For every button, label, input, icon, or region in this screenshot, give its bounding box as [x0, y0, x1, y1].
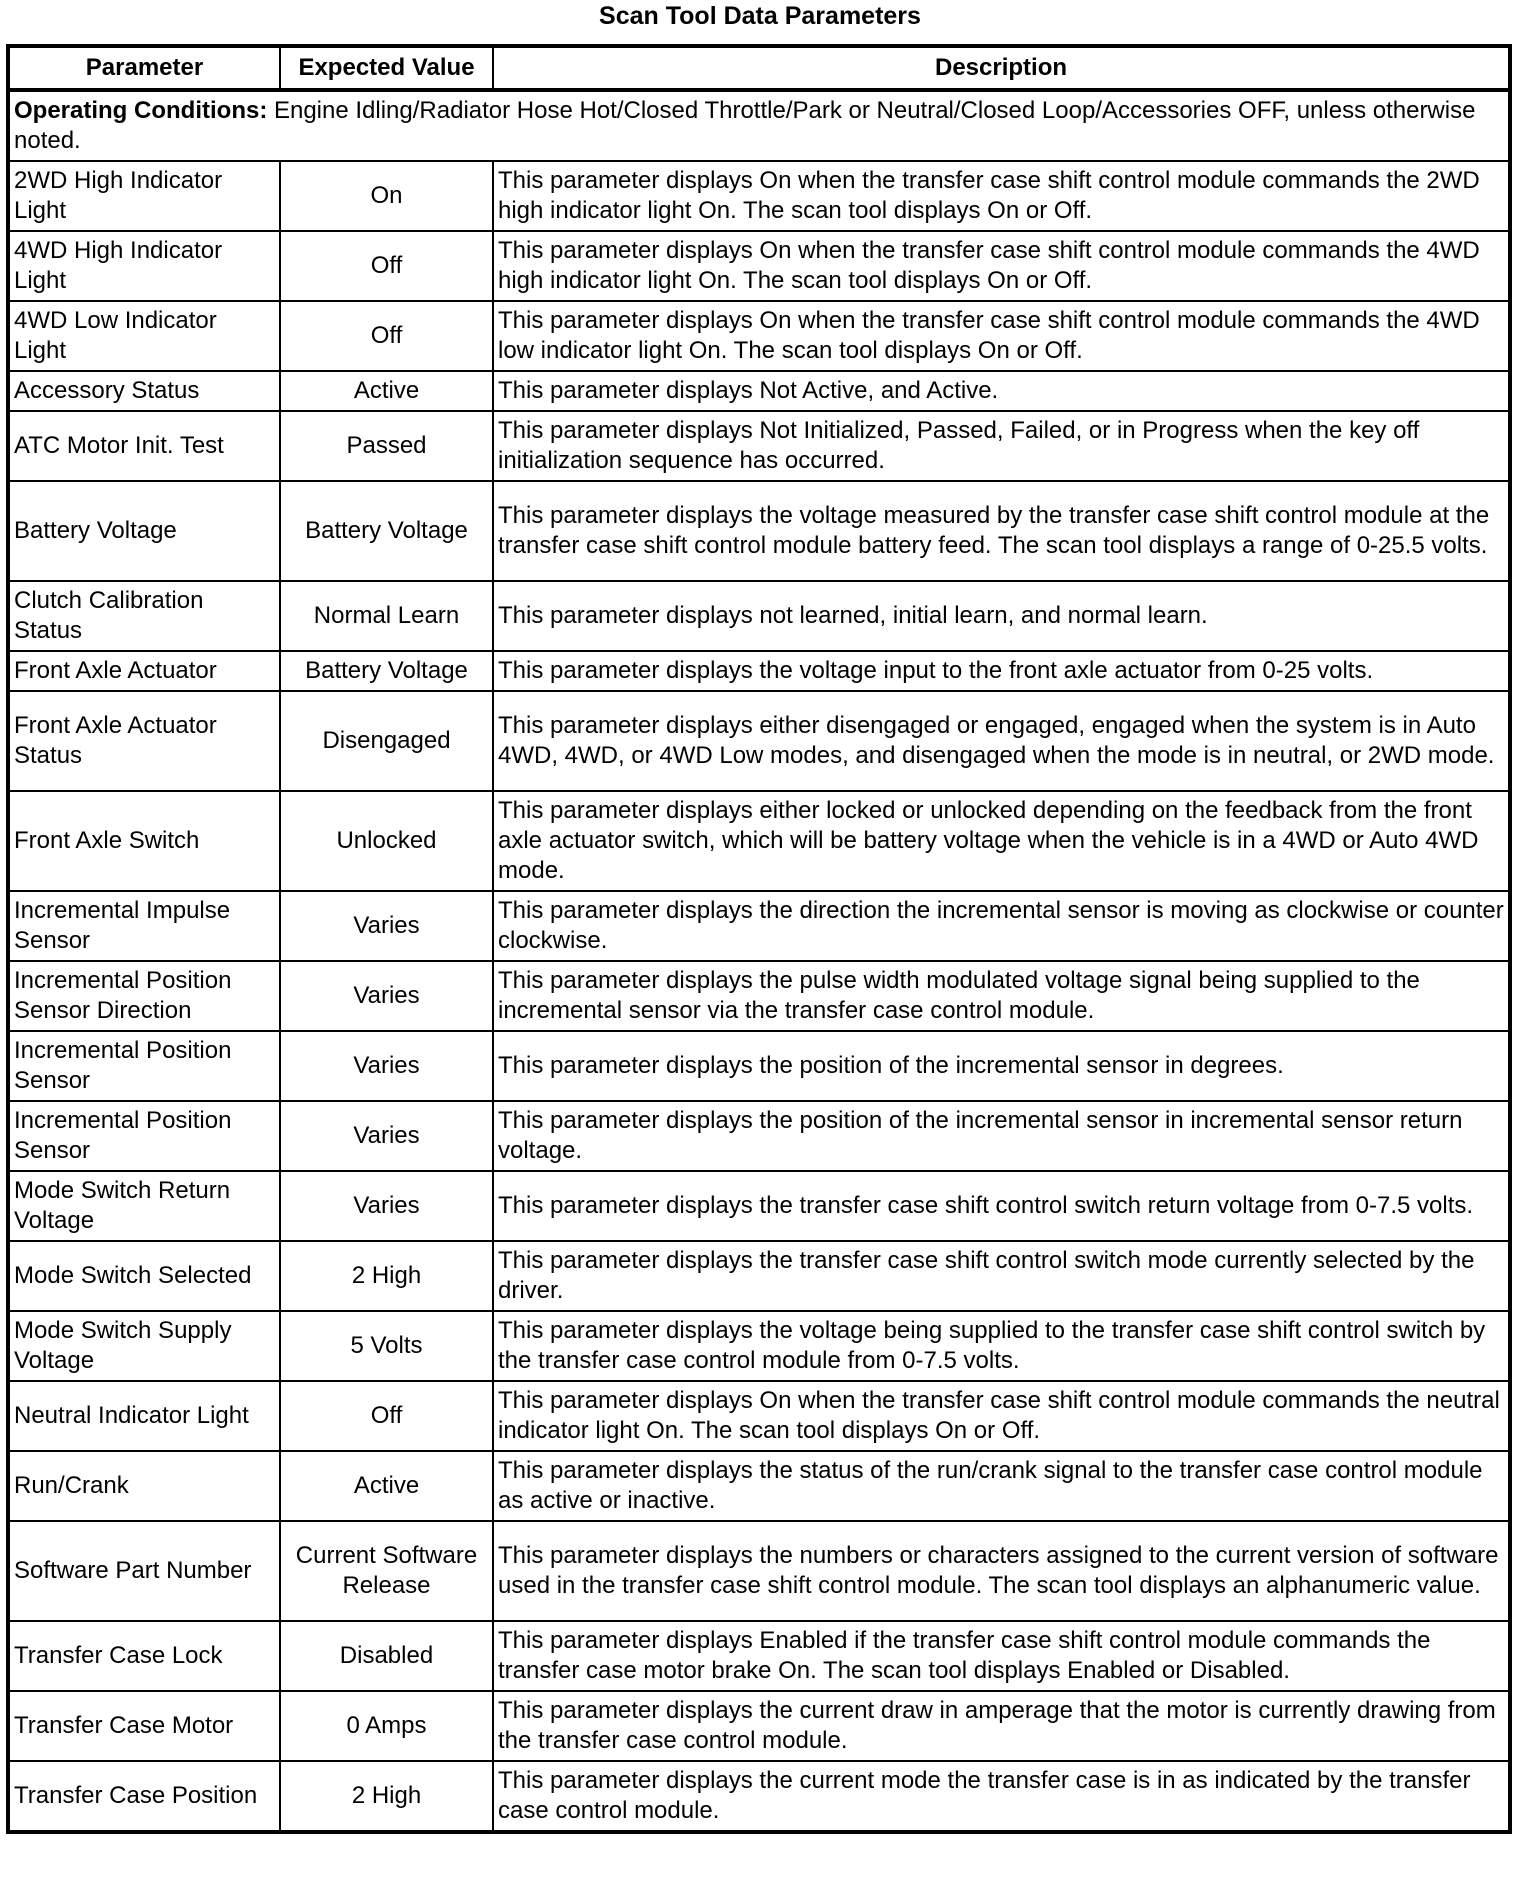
- expected-value-cell: 5 Volts: [280, 1311, 493, 1381]
- description-cell: This parameter displays the voltage input to the front axle actuator from 0-25 volts.: [493, 651, 1510, 691]
- scan-tool-parameters-table: [6, 44, 1512, 1834]
- description-cell: This parameter displays the numbers or characters assigned to the current version of software used in the transfer case shift control module. The scan tool displays an alphanumeric value.: [493, 1521, 1510, 1621]
- table-row: [8, 1691, 1510, 1761]
- parameter-cell: 2WD High Indicator Light: [8, 161, 280, 231]
- parameter-cell: Mode Switch Selected: [8, 1241, 280, 1311]
- table-row: [8, 301, 1510, 371]
- table-row: [8, 651, 1510, 691]
- parameter-cell: Transfer Case Lock: [8, 1621, 280, 1691]
- description-cell: This parameter displays Not Active, and Active.: [493, 371, 1510, 411]
- expected-value-cell: Battery Voltage: [280, 481, 493, 581]
- table-row: [8, 161, 1510, 231]
- description-cell: This parameter displays On when the transfer case shift control module commands the 2WD high indicator light On. The scan tool displays On or Off.: [493, 161, 1510, 231]
- operating-conditions-row: [8, 90, 1510, 161]
- expected-value-cell: Active: [280, 1451, 493, 1521]
- table-row: [8, 1311, 1510, 1381]
- description-cell: This parameter displays the transfer case shift control switch mode currently selected by the driver.: [493, 1241, 1510, 1311]
- description-cell: This parameter displays the transfer case shift control switch return voltage from 0-7.5 volts.: [493, 1171, 1510, 1241]
- table-row: [8, 371, 1510, 411]
- expected-value-cell: Disengaged: [280, 691, 493, 791]
- expected-value-cell: Passed: [280, 411, 493, 481]
- parameter-cell: Incremental Position Sensor: [8, 1101, 280, 1171]
- table-row: [8, 791, 1510, 891]
- expected-value-cell: Varies: [280, 1031, 493, 1101]
- description-cell: This parameter displays Not Initialized, Passed, Failed, or in Progress when the key off initialization sequence has occurred.: [493, 411, 1510, 481]
- expected-value-cell: On: [280, 161, 493, 231]
- expected-value-cell: Varies: [280, 891, 493, 961]
- description-cell: This parameter displays the voltage being supplied to the transfer case shift control switch by the transfer case control module from 0-7.5 volts.: [493, 1311, 1510, 1381]
- table-row: [8, 1381, 1510, 1451]
- operating-conditions-label: Operating Conditions:: [14, 97, 268, 124]
- description-cell: This parameter displays the position of the incremental sensor in incremental sensor return voltage.: [493, 1101, 1510, 1171]
- expected-value-cell: Varies: [280, 1101, 493, 1171]
- description-cell: This parameter displays the current draw in amperage that the motor is currently drawing from the transfer case control module.: [493, 1691, 1510, 1761]
- table-row: [8, 1451, 1510, 1521]
- table-header-row: [8, 46, 1510, 90]
- parameter-cell: Battery Voltage: [8, 481, 280, 581]
- parameter-cell: Incremental Position Sensor Direction: [8, 961, 280, 1031]
- expected-value-cell: Normal Learn: [280, 581, 493, 651]
- expected-value-cell: 2 High: [280, 1761, 493, 1832]
- header-expected-value: Expected Value: [280, 46, 493, 90]
- description-cell: This parameter displays On when the transfer case shift control module commands the 4WD high indicator light On. The scan tool displays On or Off.: [493, 231, 1510, 301]
- parameter-cell: 4WD Low Indicator Light: [8, 301, 280, 371]
- table-row: [8, 1031, 1510, 1101]
- expected-value-cell: Battery Voltage: [280, 651, 493, 691]
- expected-value-cell: 0 Amps: [280, 1691, 493, 1761]
- parameter-cell: Neutral Indicator Light: [8, 1381, 280, 1451]
- expected-value-cell: Disabled: [280, 1621, 493, 1691]
- expected-value-cell: Current Software Release: [280, 1521, 493, 1621]
- parameter-cell: Transfer Case Position: [8, 1761, 280, 1832]
- parameter-cell: Front Axle Actuator: [8, 651, 280, 691]
- description-cell: This parameter displays the current mode the transfer case is in as indicated by the transfer case control module.: [493, 1761, 1510, 1832]
- parameter-cell: Mode Switch Supply Voltage: [8, 1311, 280, 1381]
- description-cell: This parameter displays Enabled if the transfer case shift control module commands the transfer case motor brake On. The scan tool displays Enabled or Disabled.: [493, 1621, 1510, 1691]
- expected-value-cell: 2 High: [280, 1241, 493, 1311]
- parameter-cell: Transfer Case Motor: [8, 1691, 280, 1761]
- description-cell: This parameter displays either locked or unlocked depending on the feedback from the front axle actuator switch, which will be battery voltage when the vehicle is in a 4WD or Auto 4WD mode.: [493, 791, 1510, 891]
- description-cell: This parameter displays the voltage measured by the transfer case shift control module at the transfer case shift control module battery feed. The scan tool displays a range of 0-25.5 volts.: [493, 481, 1510, 581]
- table-row: [8, 1621, 1510, 1691]
- parameter-cell: Front Axle Actuator Status: [8, 691, 280, 791]
- description-cell: This parameter displays On when the transfer case shift control module commands the 4WD low indicator light On. The scan tool displays On or Off.: [493, 301, 1510, 371]
- expected-value-cell: Off: [280, 231, 493, 301]
- table-row: [8, 1521, 1510, 1621]
- expected-value-cell: Active: [280, 371, 493, 411]
- parameter-cell: ATC Motor Init. Test: [8, 411, 280, 481]
- description-cell: This parameter displays the position of the incremental sensor in degrees.: [493, 1031, 1510, 1101]
- table-row: [8, 481, 1510, 581]
- parameter-cell: Software Part Number: [8, 1521, 280, 1621]
- table-row: [8, 691, 1510, 791]
- operating-conditions-text: Engine Idling/Radiator Hose Hot/Closed Throttle/Park or Neutral/Closed Loop/Accessories OFF, unless otherwise noted.: [14, 97, 1476, 154]
- parameter-cell: 4WD High Indicator Light: [8, 231, 280, 301]
- description-cell: This parameter displays On when the transfer case shift control module commands the neutral indicator light On. The scan tool displays On or Off.: [493, 1381, 1510, 1451]
- operating-conditions-cell: [8, 90, 1510, 161]
- expected-value-cell: Off: [280, 1381, 493, 1451]
- table-row: [8, 891, 1510, 961]
- header-description: Description: [493, 46, 1510, 90]
- table-row: [8, 1761, 1510, 1832]
- expected-value-cell: Off: [280, 301, 493, 371]
- description-cell: This parameter displays not learned, initial learn, and normal learn.: [493, 581, 1510, 651]
- table-row: [8, 1171, 1510, 1241]
- expected-value-cell: Varies: [280, 961, 493, 1031]
- description-cell: This parameter displays the direction the incremental sensor is moving as clockwise or counter clockwise.: [493, 891, 1510, 961]
- expected-value-cell: Unlocked: [280, 791, 493, 891]
- table-row: [8, 1241, 1510, 1311]
- table-row: [8, 411, 1510, 481]
- parameter-cell: Incremental Impulse Sensor: [8, 891, 280, 961]
- parameter-cell: Incremental Position Sensor: [8, 1031, 280, 1101]
- table-row: [8, 231, 1510, 301]
- expected-value-cell: Varies: [280, 1171, 493, 1241]
- parameter-cell: Mode Switch Return Voltage: [8, 1171, 280, 1241]
- table-row: [8, 581, 1510, 651]
- description-cell: This parameter displays the status of the run/crank signal to the transfer case control module as active or inactive.: [493, 1451, 1510, 1521]
- header-parameter: Parameter: [8, 46, 280, 90]
- parameter-cell: Accessory Status: [8, 371, 280, 411]
- table-row: [8, 961, 1510, 1031]
- table-row: [8, 1101, 1510, 1171]
- parameter-cell: Run/Crank: [8, 1451, 280, 1521]
- parameter-cell: Front Axle Switch: [8, 791, 280, 891]
- description-cell: This parameter displays either disengaged or engaged, engaged when the system is in Auto 4WD, 4WD, or 4WD Low modes, and disengaged when the mode is in neutral, or 2WD mode.: [493, 691, 1510, 791]
- page-title: Scan Tool Data Parameters: [599, 2, 921, 30]
- parameter-cell: Clutch Calibration Status: [8, 581, 280, 651]
- description-cell: This parameter displays the pulse width modulated voltage signal being supplied to the incremental sensor via the transfer case control module.: [493, 961, 1510, 1031]
